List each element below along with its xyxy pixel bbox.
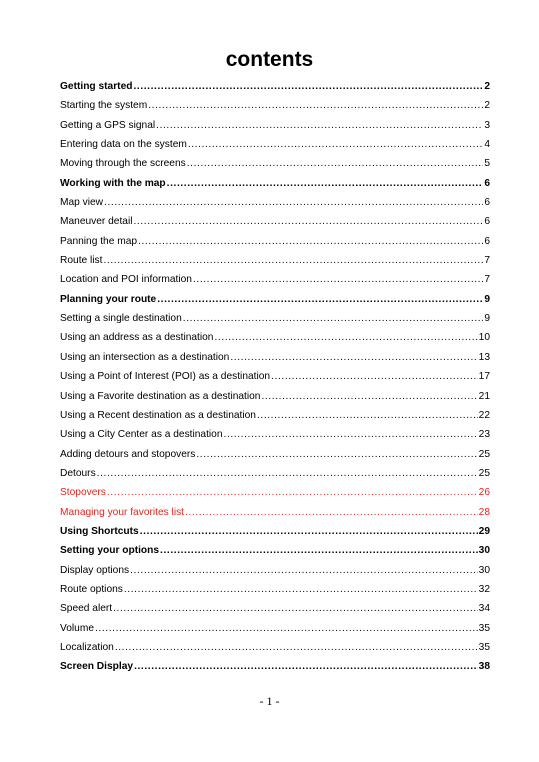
toc-entry-label: Working with the map [60, 177, 166, 189]
toc-entry-label: Location and POI information [60, 274, 192, 286]
toc-dot-leader [97, 464, 478, 483]
toc-entry-label: Stopovers [60, 487, 106, 499]
toc-entry-label: Route list [60, 255, 103, 267]
toc-entry-page-number: 4 [484, 139, 490, 151]
toc-entry-label: Volume [60, 622, 94, 634]
toc-entry[interactable] [60, 270, 490, 289]
toc-entry-label: Moving through the screens [60, 158, 186, 170]
toc-entry[interactable] [60, 232, 490, 251]
toc-entry-page-number: 32 [478, 583, 490, 595]
toc-dot-leader [261, 387, 477, 406]
toc-dot-leader [188, 135, 483, 154]
toc-entry-page-number: 5 [484, 158, 490, 170]
toc-entry[interactable] [60, 328, 490, 347]
toc-entry[interactable] [60, 193, 490, 212]
toc-entry-label: Setting a single destination [60, 313, 182, 325]
toc-entry-page-number: 13 [478, 351, 490, 363]
toc-entry-label: Speed alert [60, 603, 113, 615]
toc-entry-label: Using a Recent destination as a destination [60, 409, 256, 421]
toc-entry-label: Using a City Center as a destination [60, 429, 223, 441]
toc-entry-label: Adding detours and stopovers [60, 448, 196, 460]
toc-entry[interactable] [60, 309, 490, 328]
toc-dot-leader [157, 290, 483, 309]
toc-entry-page-number: 7 [484, 274, 490, 286]
toc-entry-label: Screen Display [60, 661, 134, 673]
table-of-contents [60, 77, 490, 677]
toc-dot-leader [160, 541, 478, 560]
toc-dot-leader [271, 367, 478, 386]
toc-entry-page-number: 38 [478, 661, 490, 673]
toc-entry-page-number: 2 [484, 81, 490, 92]
toc-entry-page-number: 9 [484, 313, 490, 325]
toc-dot-leader [224, 425, 478, 444]
toc-dot-leader [230, 348, 477, 367]
toc-entry[interactable] [60, 599, 490, 618]
toc-dot-leader [107, 483, 478, 502]
toc-dot-leader [214, 328, 477, 347]
toc-entry[interactable] [60, 174, 490, 193]
toc-entry[interactable] [60, 212, 490, 231]
toc-entry-page-number: 23 [478, 429, 490, 441]
toc-dot-leader [183, 309, 484, 328]
toc-entry-page-number: 7 [484, 255, 490, 267]
toc-entry-page-number: 9 [484, 293, 490, 305]
toc-entry-page-number: 28 [478, 506, 490, 518]
toc-entry[interactable] [60, 425, 490, 444]
toc-entry[interactable] [60, 367, 490, 386]
toc-entry[interactable] [60, 483, 490, 502]
toc-entry-label: Starting the system [60, 100, 148, 112]
toc-entry[interactable] [60, 290, 490, 309]
toc-dot-leader [115, 638, 478, 657]
toc-entry-label: Entering data on the system [60, 139, 187, 151]
toc-entry[interactable] [60, 135, 490, 154]
toc-entry[interactable] [60, 96, 490, 115]
toc-entry-page-number: 17 [478, 371, 490, 383]
toc-dot-leader [130, 561, 478, 580]
toc-entry[interactable] [60, 580, 490, 599]
toc-dot-leader [167, 174, 484, 193]
toc-entry[interactable] [60, 445, 490, 464]
toc-dot-leader [134, 657, 478, 676]
toc-dot-leader [133, 77, 483, 96]
toc-dot-leader [148, 96, 483, 115]
toc-dot-leader [103, 251, 483, 270]
toc-entry-label: Setting your options [60, 545, 160, 557]
toc-entry-page-number: 34 [478, 603, 490, 615]
toc-entry[interactable] [60, 348, 490, 367]
toc-entry-page-number: 22 [478, 409, 490, 421]
toc-entry-page-number: 6 [484, 216, 490, 228]
toc-entry[interactable] [60, 251, 490, 270]
toc-dot-leader [257, 406, 478, 425]
toc-entry-label: Using Shortcuts [60, 525, 139, 537]
toc-dot-leader [113, 599, 478, 618]
toc-entry-label: Detours [60, 467, 96, 479]
toc-entry-label: Managing your favorites list [60, 506, 185, 518]
toc-entry[interactable] [60, 464, 490, 483]
toc-entry-page-number: 29 [478, 525, 490, 537]
toc-entry-page-number: 3 [484, 119, 490, 131]
toc-entry-page-number: 10 [478, 332, 490, 344]
toc-entry-page-number: 25 [478, 467, 490, 479]
toc-entry-page-number: 35 [478, 641, 490, 653]
toc-entry-page-number: 30 [478, 564, 490, 576]
toc-entry[interactable] [60, 522, 490, 541]
toc-entry-page-number: 6 [484, 197, 490, 209]
toc-dot-leader [124, 580, 478, 599]
toc-entry-label: Panning the map [60, 235, 138, 247]
toc-dot-leader [156, 116, 483, 135]
toc-entry-label: Using an address as a destination [60, 332, 214, 344]
toc-entry-label: Localization [60, 641, 114, 653]
toc-dot-leader [193, 270, 483, 289]
toc-entry-page-number: 25 [478, 448, 490, 460]
toc-entry-label: Getting a GPS signal [60, 119, 156, 131]
toc-entry-label: Getting started [60, 81, 133, 92]
toc-entry-page-number: 6 [484, 177, 490, 189]
toc-dot-leader [138, 232, 483, 251]
toc-entry-page-number: 26 [478, 487, 490, 499]
toc-entry-page-number: 2 [484, 100, 490, 112]
toc-entry[interactable] [60, 541, 490, 560]
toc-entry-label: Map view [60, 197, 104, 209]
toc-entry-label: Using a Point of Interest (POI) as a destination [60, 371, 271, 383]
toc-entry-label: Planning your route [60, 293, 157, 305]
toc-dot-leader [95, 619, 478, 638]
toc-entry-page-number: 35 [478, 622, 490, 634]
toc-entry[interactable] [60, 387, 490, 406]
toc-entry[interactable] [60, 503, 490, 522]
toc-entry[interactable] [60, 116, 490, 135]
toc-entry-label: Using an intersection as a destination [60, 351, 230, 363]
toc-dot-leader [196, 445, 477, 464]
toc-entry[interactable] [60, 406, 490, 425]
toc-dot-leader [187, 154, 484, 173]
toc-entry[interactable] [60, 77, 490, 96]
toc-entry-page-number: 30 [478, 545, 490, 557]
toc-entry[interactable] [60, 154, 490, 173]
toc-entry-label: Route options [60, 583, 123, 595]
toc-entry[interactable] [60, 657, 490, 676]
page-title: contents [225, 48, 314, 71]
toc-dot-leader [140, 522, 478, 541]
toc-entry-page-number: 21 [478, 390, 490, 402]
page-number-footer: - 1 - [259, 694, 280, 708]
toc-entry[interactable] [60, 561, 490, 580]
toc-dot-leader [185, 503, 478, 522]
toc-entry[interactable] [60, 619, 490, 638]
toc-entry-label: Maneuver detail [60, 216, 133, 228]
toc-entry[interactable] [60, 638, 490, 657]
toc-dot-leader [134, 212, 484, 231]
toc-entry-page-number: 6 [484, 235, 490, 247]
toc-dot-leader [104, 193, 483, 212]
toc-entry-label: Using a Favorite destination as a destination [60, 390, 261, 402]
toc-entry-label: Display options [60, 564, 130, 576]
